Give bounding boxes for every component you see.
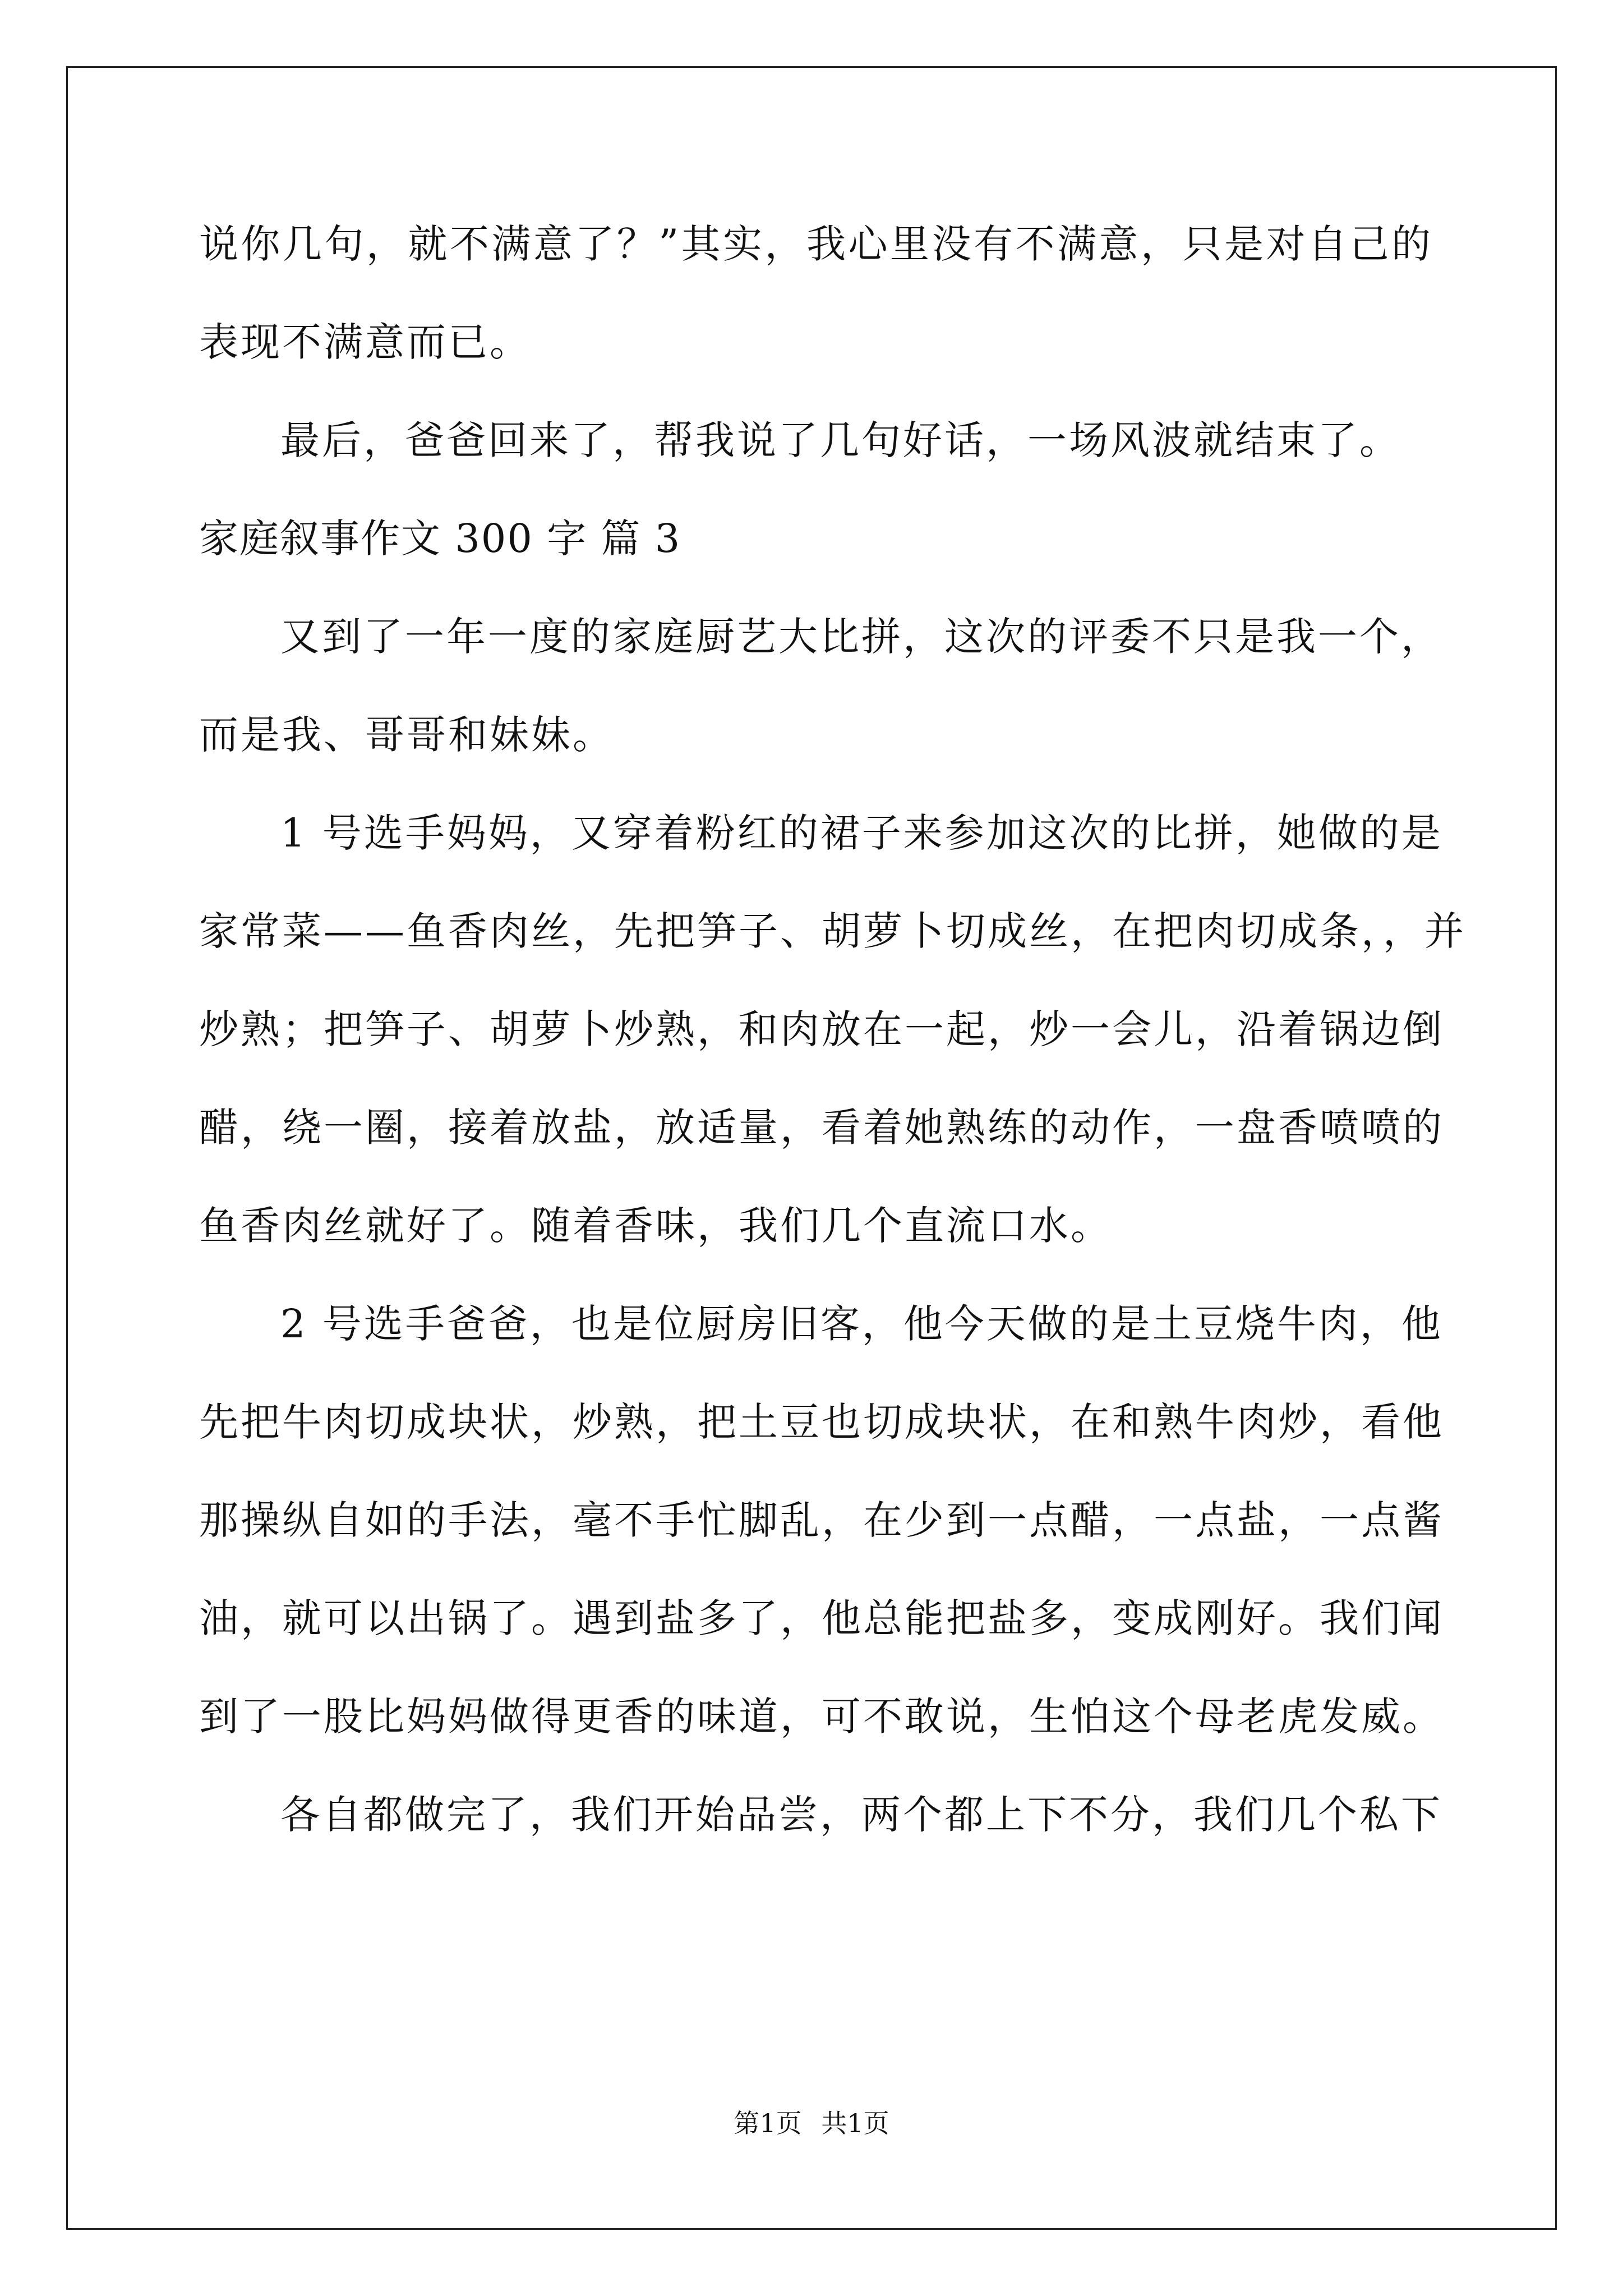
text-line: 说你几句，就不满意了？”其实，我心里没有不满意，只是对自己的 (199, 221, 1433, 267)
text-line: 最后，爸爸回来了，帮我说了几句好话，一场风波就结束了。 (280, 417, 1401, 463)
page-total: 共1页 (821, 2108, 889, 2138)
text-line: 而是我、哥哥和妹妹。 (199, 712, 614, 758)
text-line: 鱼香肉丝就好了。随着香味，我们几个直流口水。 (199, 1203, 1112, 1249)
text-line: 1 号选手妈妈，又穿着粉红的裙子来参加这次的比拼，她做的是 (280, 810, 1443, 856)
text-line: 那操纵自如的手法，毫不手忙脚乱，在少到一点醋，一点盐，一点酱 (199, 1497, 1444, 1543)
text-line: 醋，绕一圈，接着放盐，放适量，看着她熟练的动作，一盘香喷喷的 (199, 1105, 1444, 1151)
text-line: 又到了一年一度的家庭厨艺大比拼，这次的评委不只是我一个， (280, 614, 1442, 660)
text-line: 油，就可以出锅了。遇到盐多了，他总能把盐多，变成刚好。我们闻 (199, 1595, 1444, 1641)
page-number: 第1页 (734, 2108, 802, 2138)
text-line: 先把牛肉切成块状，炒熟，把土豆也切成块状，在和熟牛肉炒，看他 (199, 1399, 1444, 1445)
section-heading: 家庭叙事作文 300 字 篇 3 (199, 516, 681, 562)
page-footer (0, 2106, 1623, 2140)
text-line: 家常菜——鱼香肉丝，先把笋子、胡萝卜切成丝，在把肉切成条，，并 (199, 908, 1466, 954)
text-line: 炒熟；把笋子、胡萝卜炒熟，和肉放在一起，炒一会儿，沿着锅边倒 (199, 1006, 1444, 1052)
text-line: 表现不满意而已。 (199, 319, 531, 365)
text-line: 2 号选手爸爸，也是位厨房旧客，他今天做的是土豆烧牛肉，他 (280, 1301, 1443, 1347)
text-line: 各自都做完了，我们开始品尝，两个都上下不分，我们几个私下 (280, 1792, 1442, 1838)
text-line: 到了一股比妈妈做得更香的味道，可不敢说，生怕这个母老虎发威。 (199, 1694, 1444, 1740)
